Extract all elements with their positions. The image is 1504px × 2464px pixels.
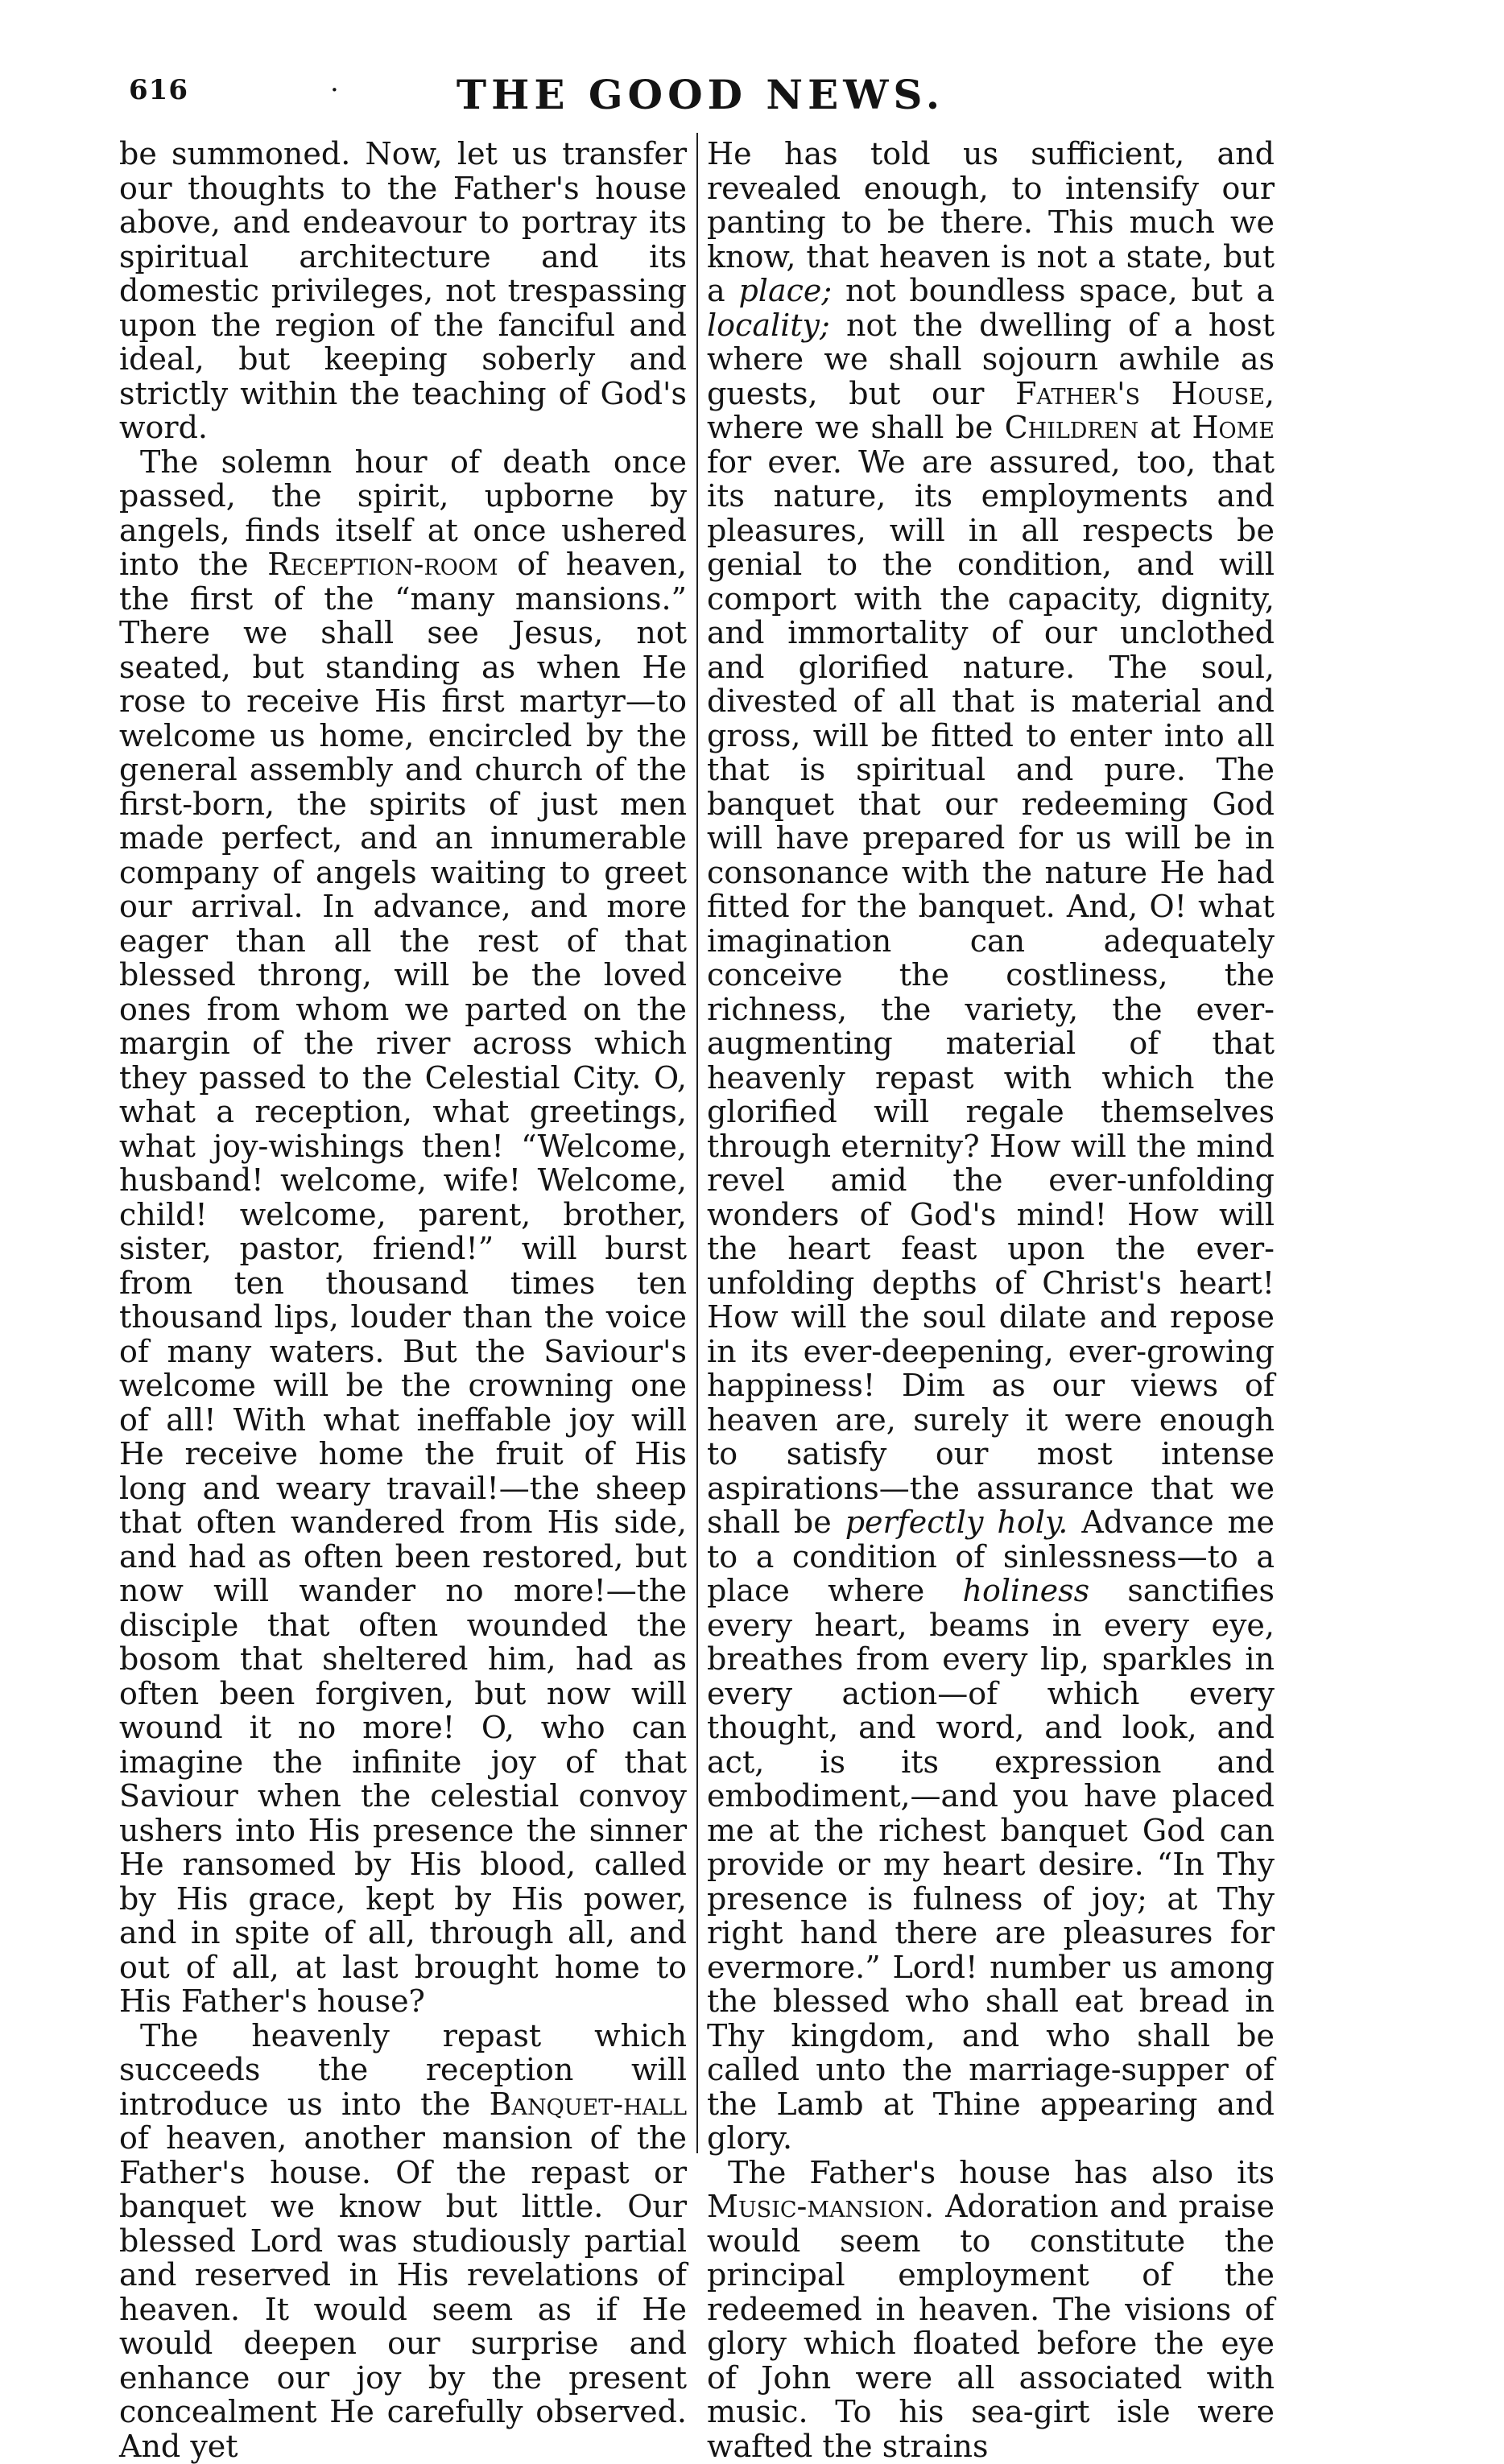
italic-term: place; — [738, 273, 833, 308]
small-caps-term: Father's House — [1015, 375, 1265, 411]
right-paragraph-1 — [707, 137, 1275, 2156]
text-run: He has told us sufficient, and revealed enough, to intensify our panting to be there. This much we know, that heaven is not a state, but a — [707, 136, 1275, 308]
small-caps-term: Home — [1192, 410, 1275, 445]
text-run: not boundless space, but a — [832, 273, 1275, 308]
small-caps-term: Music-mansion — [707, 2189, 925, 2224]
left-paragraph-2 — [119, 445, 687, 2019]
text-run: of heaven, another mansion of the Father's house. Of the repast or banquet we know but little. Our blessed Lord was studiously partial and reserved in His revelations of heaven. It would seem as if He would deepen our surprise and enhance our joy by the present concealment He carefully observed. And yet — [119, 2120, 687, 2464]
text-run: at — [1138, 410, 1192, 445]
text-run: for ever. We are assured, too, that its nature, its employments and pleasures, will in all respects be genial to the condition, and will comport with the capacity, dignity, and immortality of our unclothed and glorified nature. The soul, divested of all that is material and gross, will be fitted to enter into all that is spiritual and pure. The banquet that our redeeming God will have prepared for us will be in consonance with the nature He had fitted for the banquet. And, O! what imagination can adequately conceive the costliness, the richness, the variety, the ever-augmenting material of that heavenly repast with which the glorified will regale themselves through eternity? How will the mind revel amid the ever-unfolding wonders of God's mind! How will the heart feast upon the ever-unfolding depths of Christ's heart! How will the soul dilate and repose in its ever-deepening, ever-growing happiness! Dim as our views of heaven are, surely it were enough to satisfy our most intense aspirations—the assurance that we shall be — [707, 444, 1275, 1540]
text-run: of heaven, the first of the “many mansions.” There we shall see Jesus, not seated, but standing as when He rose to receive His first martyr—to welcome us home, encircled by the general assembly and church of the first-born, the spirits of just men made perfect, and an innumerable company of angels waiting to greet our arrival. In advance, and more eager than all the rest of that blessed throng, will be the loved ones from whom we parted on the margin of the river across which they passed to the Celestial City. O, what a reception, what greetings, what joy-wishings then! “Welcome, husband! welcome, wife! Welcome, child! welcome, parent, brother, sister, pastor, friend!” will burst from ten thousand times ten thousand lips, louder than the voice of many waters. But the Saviour's welcome will be the crowning one of all! With what ineffable joy will He receive home the fruit of His long and weary travail!—the sheep that often wandered from His side, and had as often been restored, but now will wander no more!—the disciple that often wounded the bosom that sheltered him, had as often been forgiven, but now will wound it no more! O, who can imagine the infinite joy of that Saviour when the celestial convoy ushers into His presence the sinner He ransomed by His blood, called by His grace, kept by His power, and in spite of all, through all, and out of all, at last brought home to His Father's house? — [119, 547, 687, 2019]
small-caps-term: Reception-room — [267, 547, 498, 582]
text-run: The heavenly repast which succeeds the reception will introduce us into the — [119, 2017, 687, 2122]
text-run: The Father's house has also its — [728, 2154, 1275, 2190]
left-paragraph-3 — [119, 2019, 687, 2464]
page-number: 616 — [129, 74, 188, 106]
left-paragraph-1 — [119, 137, 687, 445]
right-paragraph-2 — [707, 2156, 1275, 2464]
right-column — [707, 137, 1275, 2463]
text-run: not the dwelling of a host where we shall sojourn awhile as guests, but our — [707, 307, 1275, 411]
small-caps-term: Children — [1004, 410, 1139, 445]
running-header — [89, 71, 1312, 122]
text-run: Advance me to a condition of sinlessness—to a place where — [707, 1504, 1275, 1608]
header-dot: · — [330, 74, 339, 106]
column-divider — [696, 133, 698, 2153]
italic-term: locality; — [707, 307, 830, 343]
italic-term: holiness — [962, 1573, 1090, 1608]
text-run: . Adoration and praise would seem to constitute the principal employment of the redeemed in heaven. The visions of glory which floated before the eye of John were all associated with music. To his sea-girt isle were wafted the strains — [707, 2189, 1275, 2464]
italic-term: perfectly holy. — [845, 1504, 1068, 1540]
text-run: , where we shall be — [707, 375, 1275, 445]
running-title: THE GOOD NEWS. — [456, 71, 945, 118]
left-column — [119, 137, 687, 2463]
text-run: The solemn hour of death once passed, the spirit, upborne by angels, finds itself at once ushered into the — [119, 444, 687, 582]
text-run: be summoned. Now, let us transfer our thoughts to the Father's house above, and endeavour to portray its spiritual architecture and its domestic privileges, not trespassing upon the region of the fanciful and ideal, but keeping soberly and strictly within the teaching of God's word. — [119, 136, 687, 445]
small-caps-term: Banquet-hall — [489, 2086, 687, 2122]
text-run: sanctifies every heart, beams in every eye, breathes from every lip, sparkles in every action—of which every thought, and word, and look, and act, is its expression and embodiment,—and you have placed me at the richest banquet God can provide or my heart desire. “In Thy presence is fulness of joy; at Thy right hand there are pleasures for evermore.” Lord! number us among the blessed who shall eat bread in Thy kingdom, and who shall be called unto the marriage-supper of the Lamb at Thine appearing and glory. — [707, 1573, 1275, 2156]
